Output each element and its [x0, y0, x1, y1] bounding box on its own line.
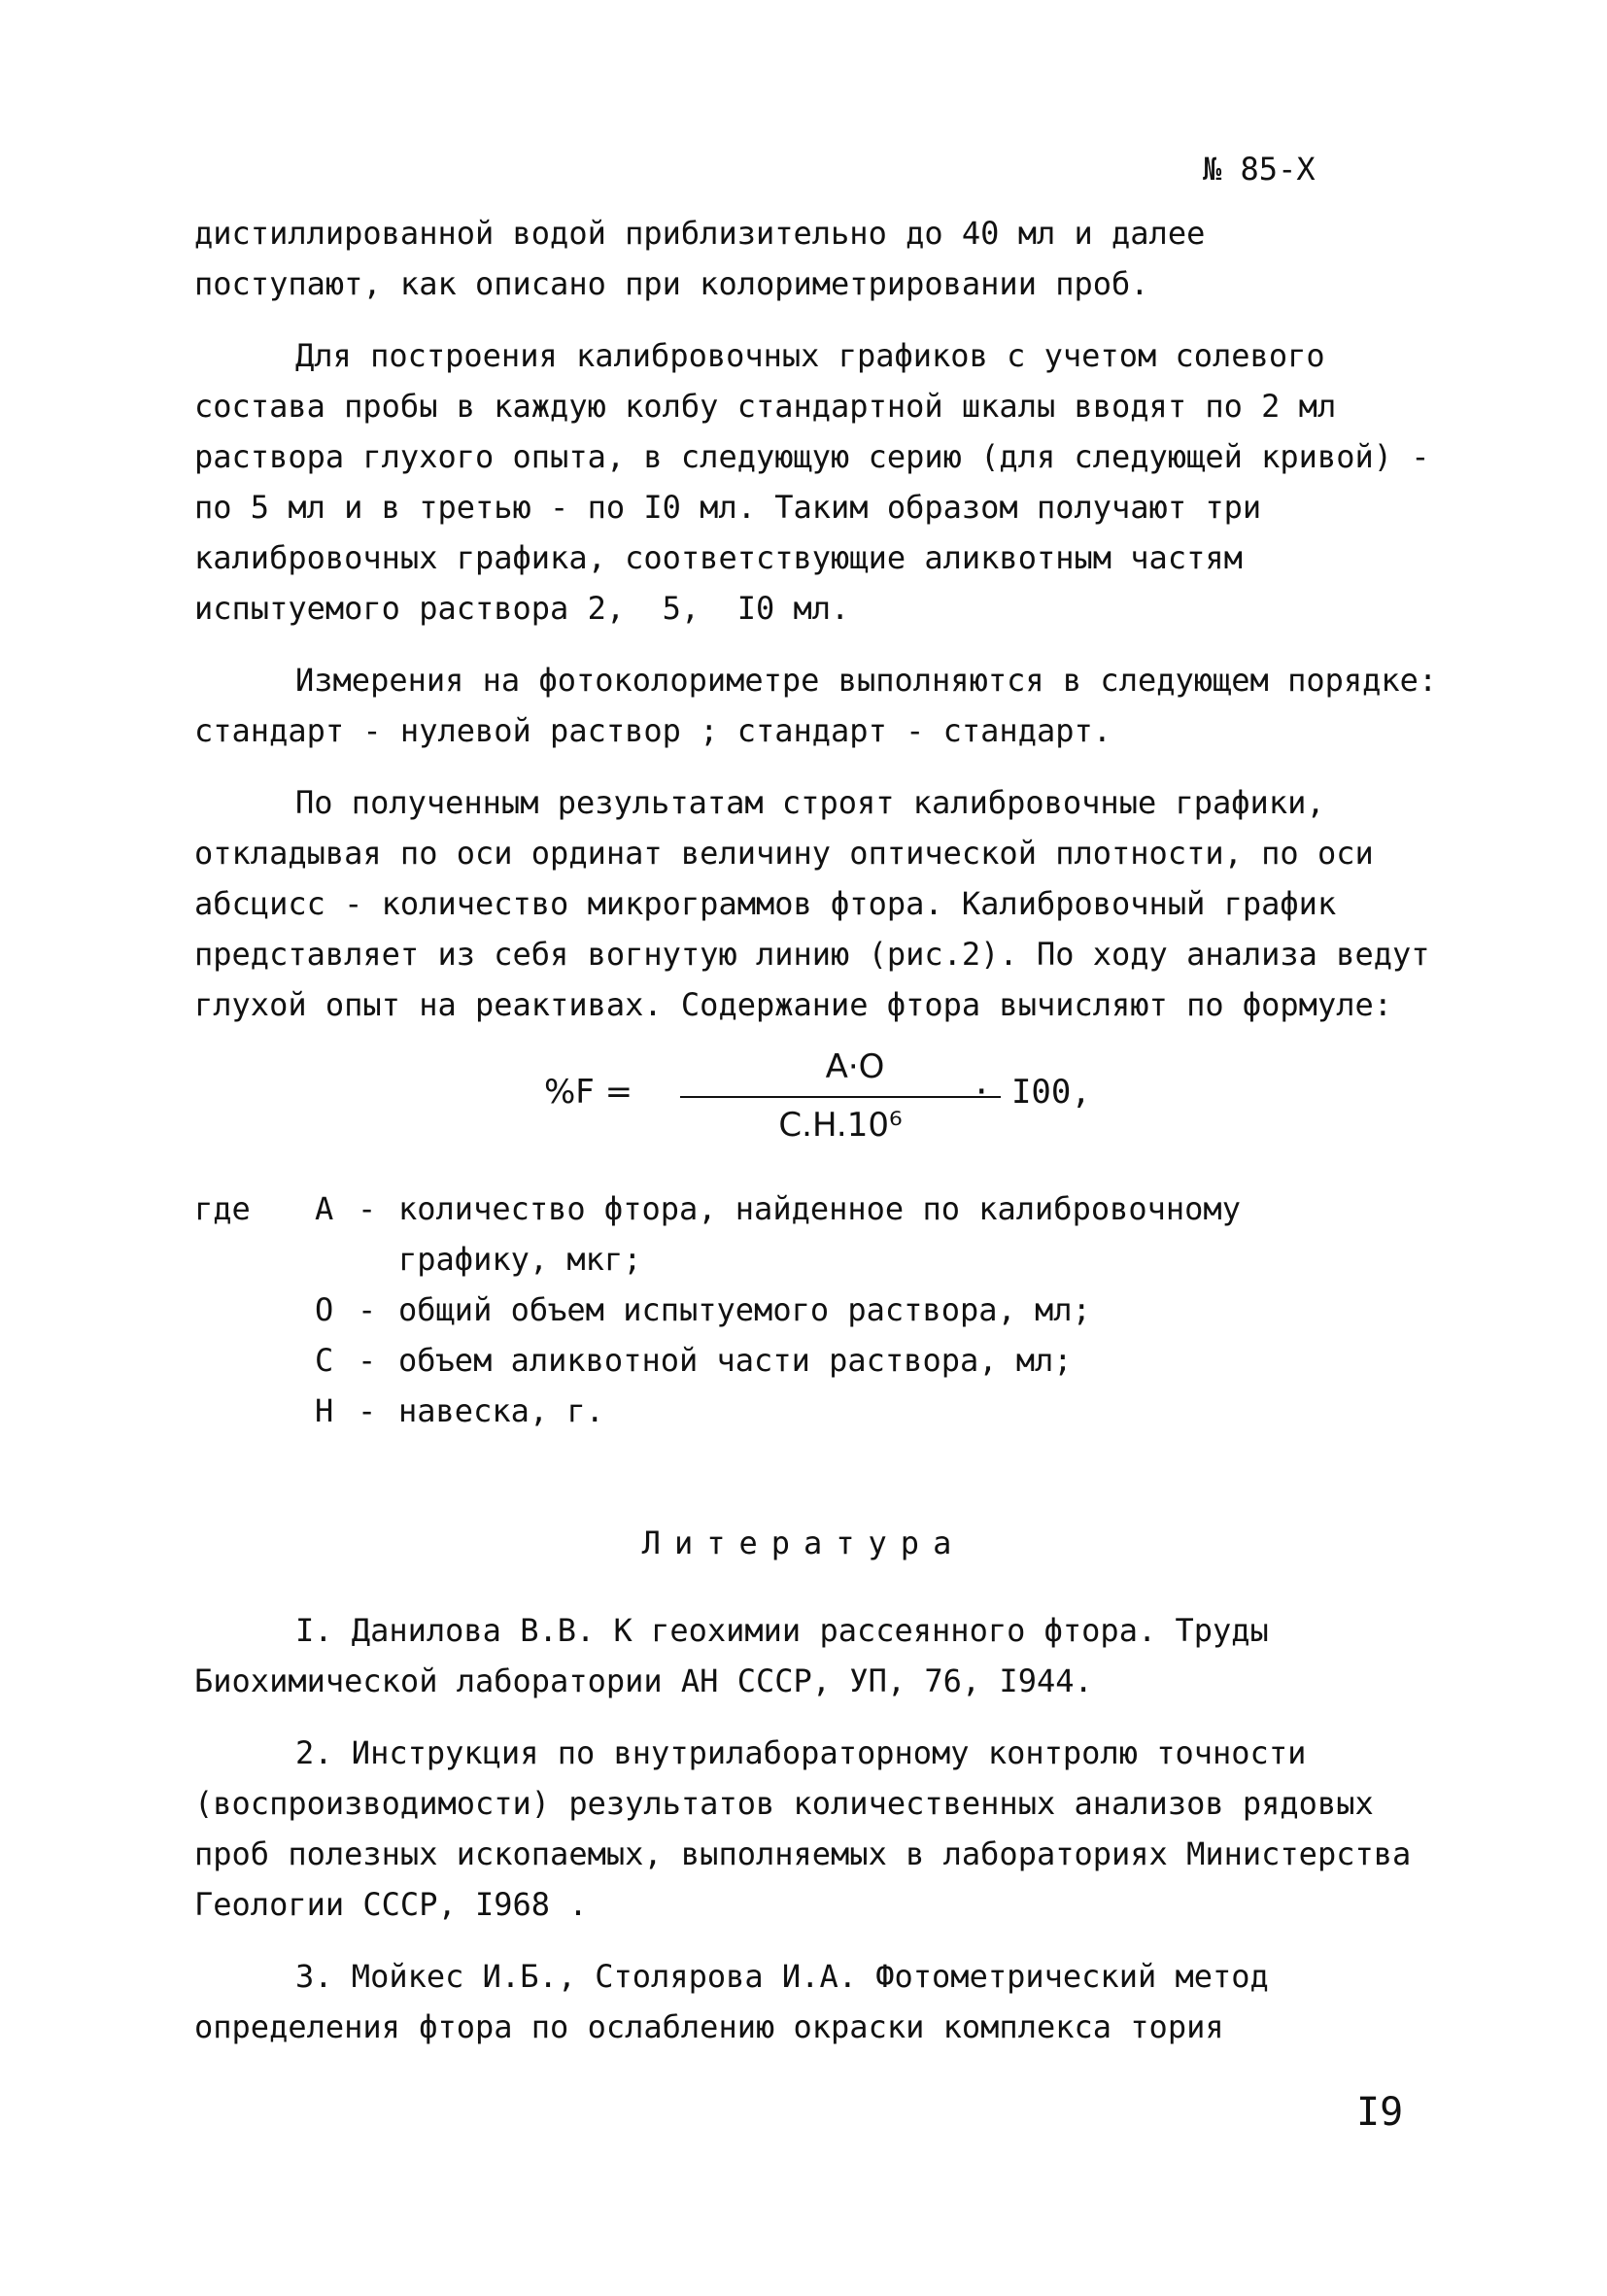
formula-legend: [194, 1183, 1360, 1436]
legend-row: [194, 1234, 1360, 1285]
formula-multiplier: · I00,: [972, 1073, 1091, 1112]
legend-symbol: О: [315, 1291, 334, 1328]
legend-symbol: С: [315, 1342, 334, 1379]
formula-fraction-bar: [680, 1096, 1001, 1098]
literature-list: [194, 1605, 1457, 2052]
legend-description: количество фтора, найденное по калибровочному: [398, 1190, 1241, 1227]
legend-row: [194, 1183, 1360, 1234]
document-number: № 85-Х: [1203, 151, 1316, 188]
legend-dash: -: [358, 1392, 377, 1429]
fluorine-formula: [544, 1042, 1146, 1148]
formula-numerator: A·O: [825, 1047, 885, 1086]
literature-item: 2. Инструкция по внутрилабораторному контролю точности (воспроизводимости) результатов количественных анализов рядовых проб полезных ископаемых, выполняемых в лабораториях Министерства Геологии СССР, I968 .: [194, 1734, 1430, 1923]
body-text-top: [194, 208, 1457, 1030]
legend-row: [194, 1285, 1360, 1335]
formula-denominator: C.H.10⁶: [778, 1106, 903, 1145]
page-number: I9: [1356, 2090, 1404, 2135]
literature-item: I. Данилова В.В. К геохимии рассеянного фтора. Труды Биохимической лаборатории АН СССР, УП, 76, I944.: [194, 1612, 1288, 1699]
paragraph-results: По полученным результатам строят калибровочные графики, откладывая по оси ординат величину оптической плотности, по оси абсцисс - количество микрограммов фтора. Калибровочный график представляет из себя вогнутую линию (рис.2). По ходу анализа ведут глухой опыт на реактивах. Содержание фтора вычисляют по формуле:: [194, 784, 1449, 1023]
literature-item: 3. Мойкес И.Б., Столярова И.А. Фотометрический метод определения фтора по ослаблению окраски комплекса тория: [194, 1958, 1288, 2045]
legend-dash: -: [358, 1342, 377, 1379]
legend-symbol: Н: [315, 1392, 334, 1429]
paragraph-calibration: Для построения калибровочных графиков с учетом солевого состава пробы в каждую колбу стандартной шкалы вводят по 2 мл раствора глухого опыта, в следующую серию (для следующей кривой) - по 5 мл и в третью - по I0 мл. Таким образом получают три калибровочных графика, соответствующие аликвотным частям испытуемого раствора 2, 5, I0 мл.: [194, 337, 1449, 627]
literature-heading: Литература: [641, 1525, 966, 1561]
legend-description: объем аликвотной части раствора, мл;: [398, 1342, 1073, 1379]
legend-description: навеска, г.: [398, 1392, 604, 1429]
formula-lhs: %F =: [544, 1073, 633, 1112]
legend-description: общий объем испытуемого раствора, мл;: [398, 1291, 1091, 1328]
legend-dash: -: [358, 1291, 377, 1328]
legend-where: где: [194, 1190, 251, 1227]
legend-symbol: А: [315, 1190, 334, 1227]
legend-dash: -: [358, 1190, 377, 1227]
legend-row: [194, 1386, 1360, 1436]
paragraph-continuation: дистиллированной водой приблизительно до 40 мл и далее поступают, как описано при колориметрировании проб.: [194, 215, 1206, 302]
legend-row: [194, 1335, 1360, 1386]
paragraph-measurements: Измерения на фотоколориметре выполняются в следующем порядке: стандарт - нулевой раствор ; стандарт - стандарт.: [194, 662, 1456, 749]
legend-description: графику, мкг;: [398, 1241, 642, 1278]
